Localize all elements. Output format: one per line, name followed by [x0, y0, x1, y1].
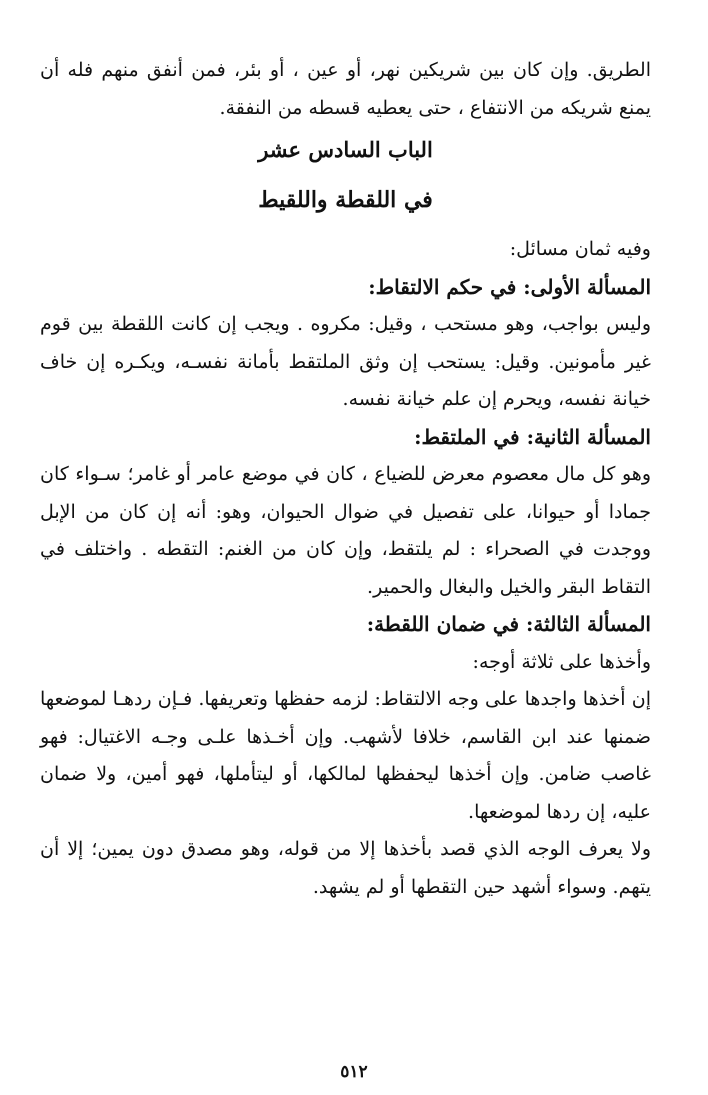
question-2-heading: المسألة الثانية: في الملتقط: — [414, 424, 651, 449]
page-content — [40, 52, 651, 906]
issues-count-line: وفيه ثمان مسائل: — [509, 238, 651, 260]
question-3-body: إن أخذها واجدها على وجه الالتقاط: لزمه حفظها وتعريفها. فـإن ردهـا لموضعها ضمنها عند ابن القاسم، خلافا لأشهب. وإن أخـذها علـى وجـه الاغتيال: فهو غاصب ضامن. وإن أخذها ليحفظها لمالكها، أو ليتأملها، فهو أمين، ولا ضمان عليه، إن ردها لموضعها. — [40, 688, 651, 823]
chapter-title: الباب السادس عشر — [258, 137, 433, 162]
question-1-body: وليس بواجب، وهو مستحب ، وقيل: مكروه . ويجب إن كانت اللقطة بين قوم غير مأمونين. وقيل: يستحب إن وثق الملتقط بأمانة نفسـه، ويكـره إن خاف خيانة نفسه، ويحرم إن علم خيانة نفسه. — [40, 313, 651, 410]
question-2-body: وهو كل مال معصوم معرض للضياع ، كان في موضع عامر أو غامر؛ سـواء كان جمادا أو حيوانا، على تفصيل في ضوال الحيوان، وهو: أنه إن كان من الإبل ووجدت في الصحراء : لم يلتقط، وإن كان من الغنم: التقطه . واختلف في التقاط البقر والخيل والبغال والحمير. — [40, 463, 652, 598]
question-1-heading: المسألة الأولى: في حكم الالتقاط: — [368, 274, 651, 299]
question-3-heading: المسألة الثالثة: في ضمان اللقطة: — [366, 612, 651, 636]
intro-tail-paragraph: الطريق. وإن كان بين شريكين نهر، أو عين ، أو بئر، فمن أنفق منهم فله أن يمنع شريكه من الانتفاع ، حتى يعطيه قسطه من النفقة. — [40, 59, 651, 119]
question-3-note: ولا يعرف الوجه الذي قصد بأخذها إلا من قوله، وهو مصدق دون يمين؛ إلا أن يتهم. وسواء أشهد حين التقطها أو لم يشهد. — [40, 838, 651, 898]
question-3-intro: وأخذها على ثلاثة أوجه: — [472, 650, 651, 673]
chapter-subtitle: في اللقطة واللقيط — [258, 187, 433, 213]
page-number: ٥١٢ — [340, 1062, 368, 1082]
